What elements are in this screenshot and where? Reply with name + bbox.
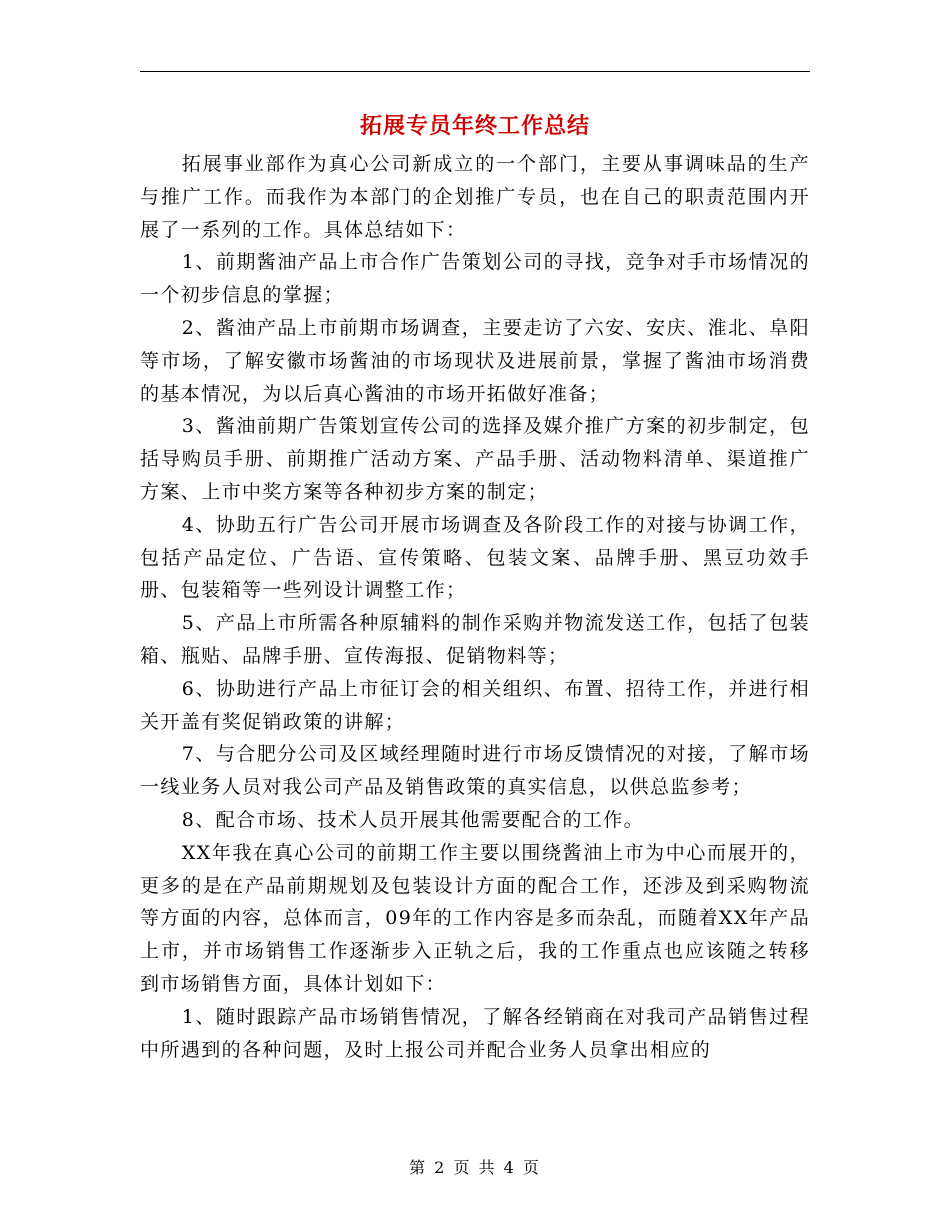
paragraph-item-6: 6、协助进行产品上市征订会的相关组织、布置、招待工作，并进行相关开盖有奖促销政策的讲解； xyxy=(140,677,810,733)
document-title: 拓展专员年终工作总结 xyxy=(359,113,590,139)
paragraph-item-7: 7、与合肥分公司及区域经理随时进行市场反馈情况的对接，了解市场一线业务人员对我公司产品及销售政策的真实信息，以供总监参考； xyxy=(140,743,810,799)
document-body xyxy=(140,148,810,1066)
paragraph-item-8: 8、配合市场、技术人员开展其他需要配合的工作。 xyxy=(181,808,645,831)
page-footer: 第 2 页 共 4 页 xyxy=(409,1158,541,1177)
paragraph-item-3: 3、酱油前期广告策划宣传公司的选择及媒介推广方案的初步制定，包括导购员手册、前期推广活动方案、产品手册、活动物料清单、渠道推广方案、上市中奖方案等各种初步方案的制定； xyxy=(140,415,810,503)
paragraph-item-1: 1、前期酱油产品上市合作广告策划公司的寻找，竞争对手市场情况的一个初步信息的掌握； xyxy=(140,251,810,307)
paragraph-intro: 拓展事业部作为真心公司新成立的一个部门，主要从事调味品的生产与推广工作。而我作为本部门的企划推广专员，也在自己的职责范围内开展了一系列的工作。具体总结如下： xyxy=(140,153,810,241)
header-rule xyxy=(140,71,810,72)
paragraph-plan-item-1: 1、随时跟踪产品市场销售情况，了解各经销商在对我司产品销售过程中所遇到的各种问题，及时上报公司并配合业务人员拿出相应的 xyxy=(140,1005,810,1061)
paragraph-plan-intro: XX年我在真心公司的前期工作主要以围绕酱油上市为中心而展开的，更多的是在产品前期规划及包装设计方面的配合工作，还涉及到采购物流等方面的内容，总体而言，09年的工作内容是多而杂乱，而随着XX年产品上市，并市场销售工作逐渐步入正轨之后，我的工作重点也应该随之转移到市场销售方面，具体计划如下： xyxy=(140,841,810,995)
paragraph-item-4: 4、协助五行广告公司开展市场调查及各阶段工作的对接与协调工作，包括产品定位、广告语、宣传策略、包装文案、品牌手册、黑豆功效手册、包装箱等一些列设计调整工作； xyxy=(140,513,810,602)
paragraph-item-5: 5、产品上市所需各种原辅料的制作采购并物流发送工作，包括了包装箱、瓶贴、品牌手册、宣传海报、促销物料等； xyxy=(140,612,810,667)
paragraph-item-2: 2、酱油产品上市前期市场调查，主要走访了六安、安庆、淮北、阜阳等市场，了解安徽市场酱油的市场现状及进展前景，掌握了酱油市场消费的基本情况，为以后真心酱油的市场开拓做好准备； xyxy=(140,316,810,405)
